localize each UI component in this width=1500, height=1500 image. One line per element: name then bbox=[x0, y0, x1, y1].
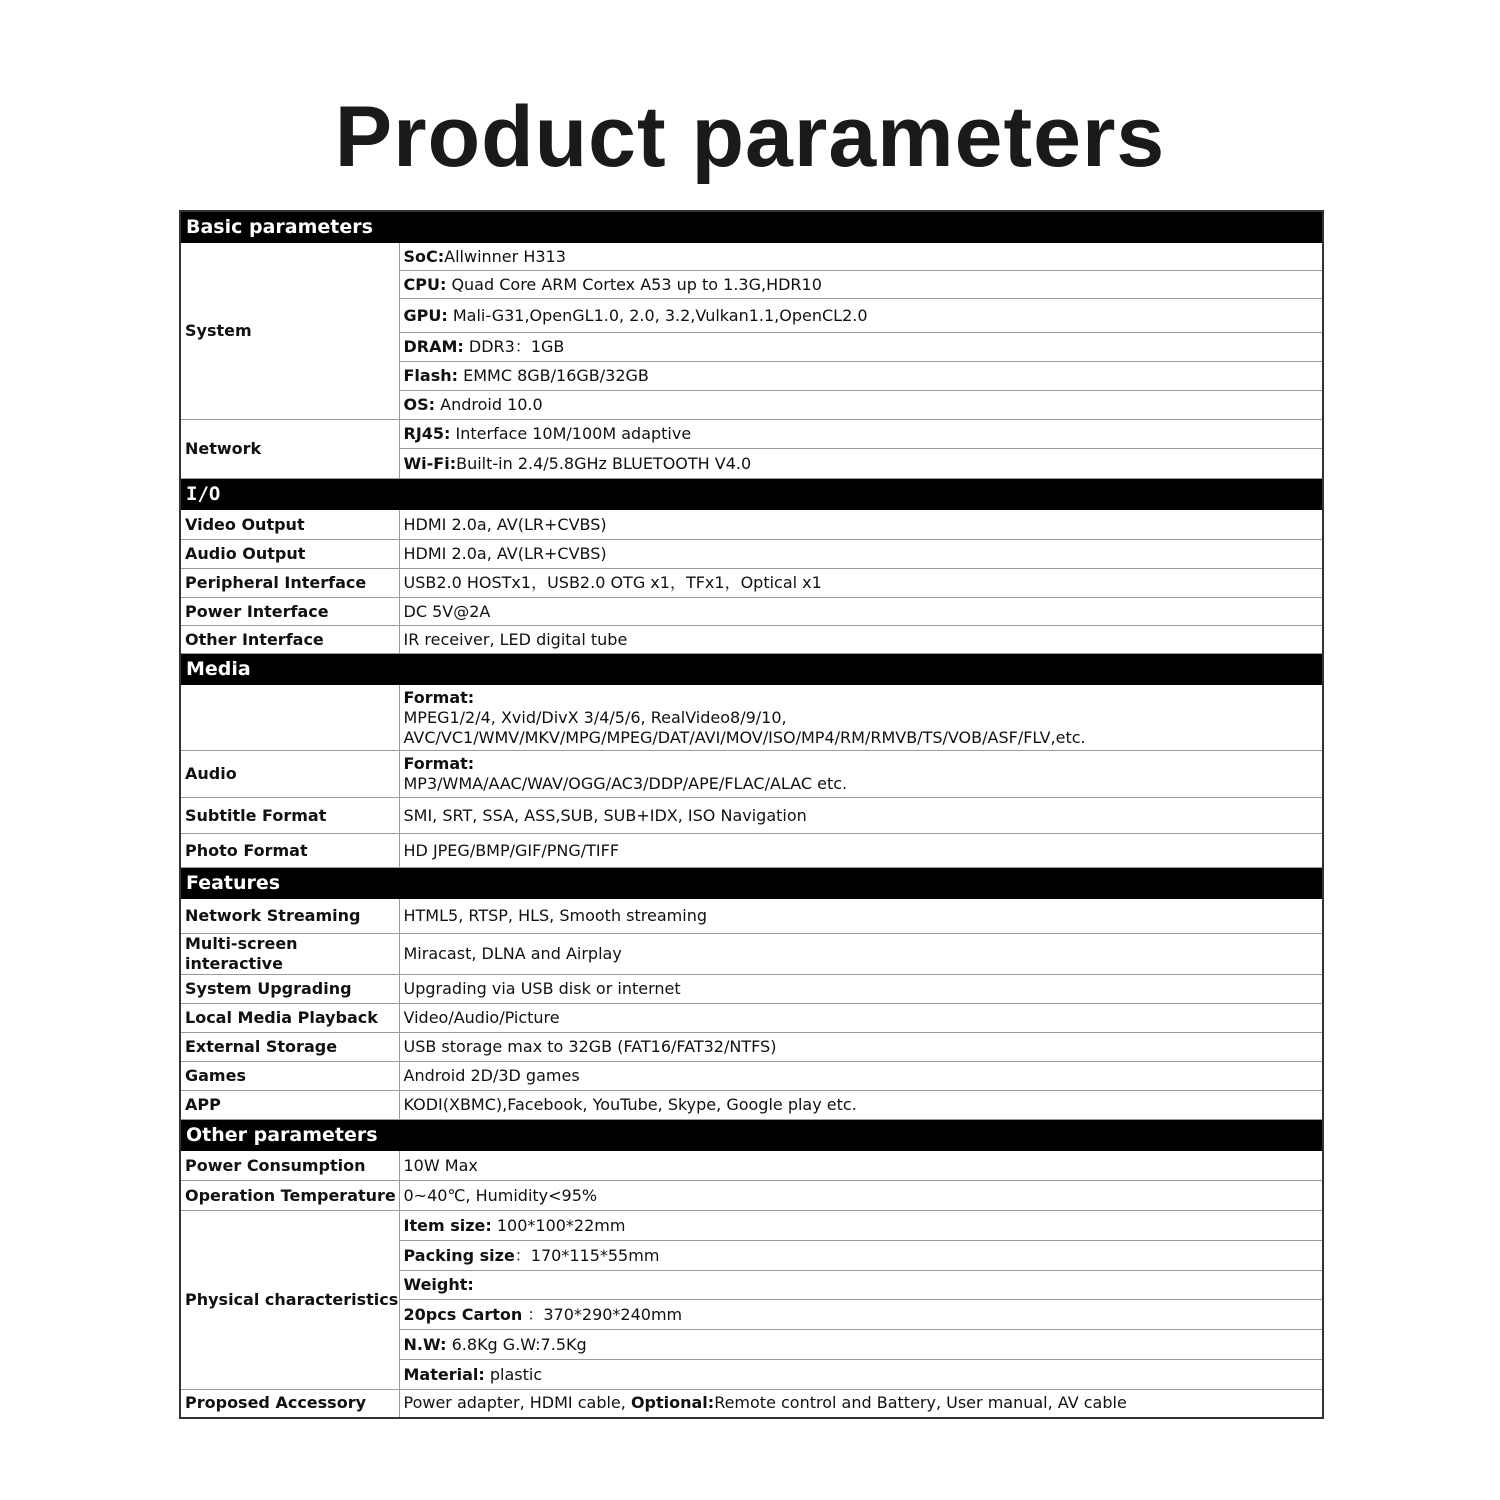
table-row bbox=[180, 626, 1323, 654]
row-value: USB storage max to 32GB (FAT16/FAT32/NTFS) bbox=[399, 1033, 1323, 1062]
row-label: Photo Format bbox=[180, 834, 399, 868]
row-label: Operation Temperature bbox=[180, 1181, 399, 1211]
row-label: Power Consumption bbox=[180, 1151, 399, 1181]
label-line: interactive bbox=[185, 954, 283, 973]
row-value: USB2.0 HOSTx1，USB2.0 OTG x1，TFx1，Optical x1 bbox=[399, 569, 1323, 598]
spec-text: 100*100*22mm bbox=[491, 1215, 626, 1235]
row-label: Other Interface bbox=[180, 626, 399, 654]
table-row bbox=[180, 934, 1323, 975]
table-row bbox=[180, 1091, 1323, 1120]
table-row bbox=[180, 1211, 1323, 1241]
table-row bbox=[180, 598, 1323, 626]
row-label: Subtitle Format bbox=[180, 798, 399, 834]
row-value: Upgrading via USB disk or internet bbox=[399, 975, 1323, 1004]
spec-value-audio-format bbox=[399, 751, 1323, 798]
table-row bbox=[180, 1004, 1323, 1033]
section-header-io bbox=[180, 479, 1323, 510]
row-label: Local Media Playback bbox=[180, 1004, 399, 1033]
row-value: IR receiver, LED digital tube bbox=[399, 626, 1323, 654]
row-label: Peripheral Interface bbox=[180, 569, 399, 598]
table-row bbox=[180, 899, 1323, 934]
table-row bbox=[180, 1181, 1323, 1211]
table-row bbox=[180, 751, 1323, 798]
row-value: HDMI 2.0a, AV(LR+CVBS) bbox=[399, 540, 1323, 569]
spec-key: N.W: bbox=[403, 1334, 447, 1354]
spec-value-wifi bbox=[399, 449, 1323, 479]
spec-key: Format: bbox=[403, 687, 475, 707]
row-value: SMI, SRT, SSA, ASS,SUB, SUB+IDX, ISO Navigation bbox=[399, 798, 1323, 834]
row-label: Audio Output bbox=[180, 540, 399, 569]
spec-text: Android 10.0 bbox=[435, 395, 543, 414]
row-label: Video Output bbox=[180, 510, 399, 540]
label-line: Multi-screen bbox=[185, 934, 298, 953]
section-title: Basic parameters bbox=[180, 211, 1323, 243]
row-label-physical: Physical characteristics bbox=[180, 1211, 399, 1390]
spec-value-os bbox=[399, 391, 1323, 420]
row-label: Games bbox=[180, 1062, 399, 1091]
table-row bbox=[180, 685, 1323, 751]
spec-text: Quad Core ARM Cortex A53 up to 1.3G,HDR10 bbox=[446, 274, 822, 294]
row-label: External Storage bbox=[180, 1033, 399, 1062]
spec-value-rj45 bbox=[399, 420, 1323, 449]
row-value: HTML5, RTSP, HLS, Smooth streaming bbox=[399, 899, 1323, 934]
spec-key: Item size: bbox=[403, 1215, 492, 1235]
row-value: KODI(XBMC),Facebook, YouTube, Skype, Google play etc. bbox=[399, 1091, 1323, 1120]
spec-text: MPEG1/2/4, Xvid/DivX 3/4/5/6, RealVideo8/9/10, bbox=[403, 707, 787, 727]
spec-key: CPU: bbox=[403, 274, 447, 294]
row-value: Miracast, DLNA and Airplay bbox=[399, 934, 1323, 975]
spec-text: Interface 10M/100M adaptive bbox=[450, 424, 692, 443]
table-row bbox=[180, 569, 1323, 598]
spec-key: Wi-Fi: bbox=[403, 453, 457, 473]
table-row bbox=[180, 243, 1323, 271]
row-label: APP bbox=[180, 1091, 399, 1120]
spec-text: Power adapter, HDMI cable, bbox=[403, 1393, 631, 1413]
spec-table bbox=[179, 210, 1324, 1419]
row-value: Android 2D/3D games bbox=[399, 1062, 1323, 1091]
row-value: 0~40℃, Humidity<95% bbox=[399, 1181, 1323, 1211]
spec-key: Packing size bbox=[403, 1245, 515, 1265]
row-label: System Upgrading bbox=[180, 975, 399, 1004]
spec-key: Weight: bbox=[403, 1275, 474, 1294]
spec-key: Optional: bbox=[630, 1393, 715, 1413]
section-title: Media bbox=[180, 654, 1323, 685]
row-label: Network Streaming bbox=[180, 899, 399, 934]
table-row bbox=[180, 1033, 1323, 1062]
spec-value-flash bbox=[399, 362, 1323, 391]
spec-text: DDR3：1GB bbox=[463, 337, 565, 356]
spec-key: SoC: bbox=[403, 246, 445, 266]
spec-value-dram bbox=[399, 333, 1323, 362]
table-row bbox=[180, 1390, 1323, 1418]
spec-value-item-size bbox=[399, 1211, 1323, 1241]
spec-value-carton bbox=[399, 1300, 1323, 1330]
spec-value-material bbox=[399, 1360, 1323, 1390]
table-row bbox=[180, 540, 1323, 569]
table-row bbox=[180, 798, 1323, 834]
row-value: HDMI 2.0a, AV(LR+CVBS) bbox=[399, 510, 1323, 540]
spec-key: DRAM: bbox=[403, 337, 464, 356]
spec-key: GPU: bbox=[403, 305, 448, 325]
section-title: Other parameters bbox=[180, 1120, 1323, 1151]
section-header-basic bbox=[180, 211, 1323, 243]
table-row bbox=[180, 510, 1323, 540]
spec-key: Format: bbox=[403, 754, 475, 773]
spec-key: 20pcs Carton bbox=[403, 1304, 523, 1324]
spec-text: ：170*115*55mm bbox=[514, 1245, 660, 1265]
spec-text: ：370*290*240mm bbox=[522, 1304, 683, 1324]
spec-text: Built-in 2.4/5.8GHz BLUETOOTH V4.0 bbox=[456, 453, 752, 473]
spec-text: EMMC 8GB/16GB/32GB bbox=[458, 366, 649, 385]
spec-value-video-format bbox=[399, 685, 1323, 751]
spec-value-weight bbox=[399, 1271, 1323, 1300]
section-title: Features bbox=[180, 868, 1323, 899]
spec-value-nw bbox=[399, 1330, 1323, 1360]
row-label-multiscreen bbox=[180, 934, 399, 975]
spec-text: Remote control and Battery, User manual, AV cable bbox=[714, 1393, 1127, 1413]
row-label: Proposed Accessory bbox=[180, 1390, 399, 1418]
table-row bbox=[180, 420, 1323, 449]
spec-key: RJ45: bbox=[403, 424, 451, 443]
row-label: Power Interface bbox=[180, 598, 399, 626]
table-row bbox=[180, 1151, 1323, 1181]
row-value: Video/Audio/Picture bbox=[399, 1004, 1323, 1033]
spec-text: Allwinner H313 bbox=[444, 246, 566, 266]
spec-text: Mali-G31,OpenGL1.0, 2.0, 3.2,Vulkan1.1,OpenCL2.0 bbox=[447, 305, 868, 325]
spec-value-gpu bbox=[399, 299, 1323, 333]
spec-text: AVC/VC1/WMV/MKV/MPG/MPEG/DAT/AVI/MOV/ISO/MP4/RM/RMVB/TS/VOB/ASF/FLV,etc. bbox=[403, 727, 1086, 747]
section-header-features bbox=[180, 868, 1323, 899]
section-header-media bbox=[180, 654, 1323, 685]
section-header-other bbox=[180, 1120, 1323, 1151]
spec-key: OS: bbox=[403, 395, 436, 414]
table-row bbox=[180, 1062, 1323, 1091]
spec-value-packing-size bbox=[399, 1241, 1323, 1271]
spec-text: plastic bbox=[484, 1364, 543, 1384]
row-label-audio: Audio bbox=[180, 751, 399, 798]
table-row bbox=[180, 834, 1323, 868]
page-title: Product parameters bbox=[334, 89, 1166, 185]
spec-value-cpu bbox=[399, 271, 1323, 299]
spec-text: MP3/WMA/AAC/WAV/OGG/AC3/DDP/APE/FLAC/ALAC etc. bbox=[403, 774, 848, 793]
row-label-video bbox=[180, 685, 399, 751]
row-value: HD JPEG/BMP/GIF/PNG/TIFF bbox=[399, 834, 1323, 868]
spec-value-accessory bbox=[399, 1390, 1323, 1418]
table-row bbox=[180, 975, 1323, 1004]
spec-key: Flash: bbox=[403, 366, 459, 385]
section-title: I/O bbox=[180, 479, 1323, 510]
row-value: 10W Max bbox=[399, 1151, 1323, 1181]
row-label-system: System bbox=[180, 243, 399, 420]
spec-key: Material: bbox=[403, 1364, 485, 1384]
row-value: DC 5V@2A bbox=[399, 598, 1323, 626]
row-label-network: Network bbox=[180, 420, 399, 479]
spec-text: 6.8Kg G.W:7.5Kg bbox=[446, 1334, 587, 1354]
spec-value-soc bbox=[399, 243, 1323, 271]
